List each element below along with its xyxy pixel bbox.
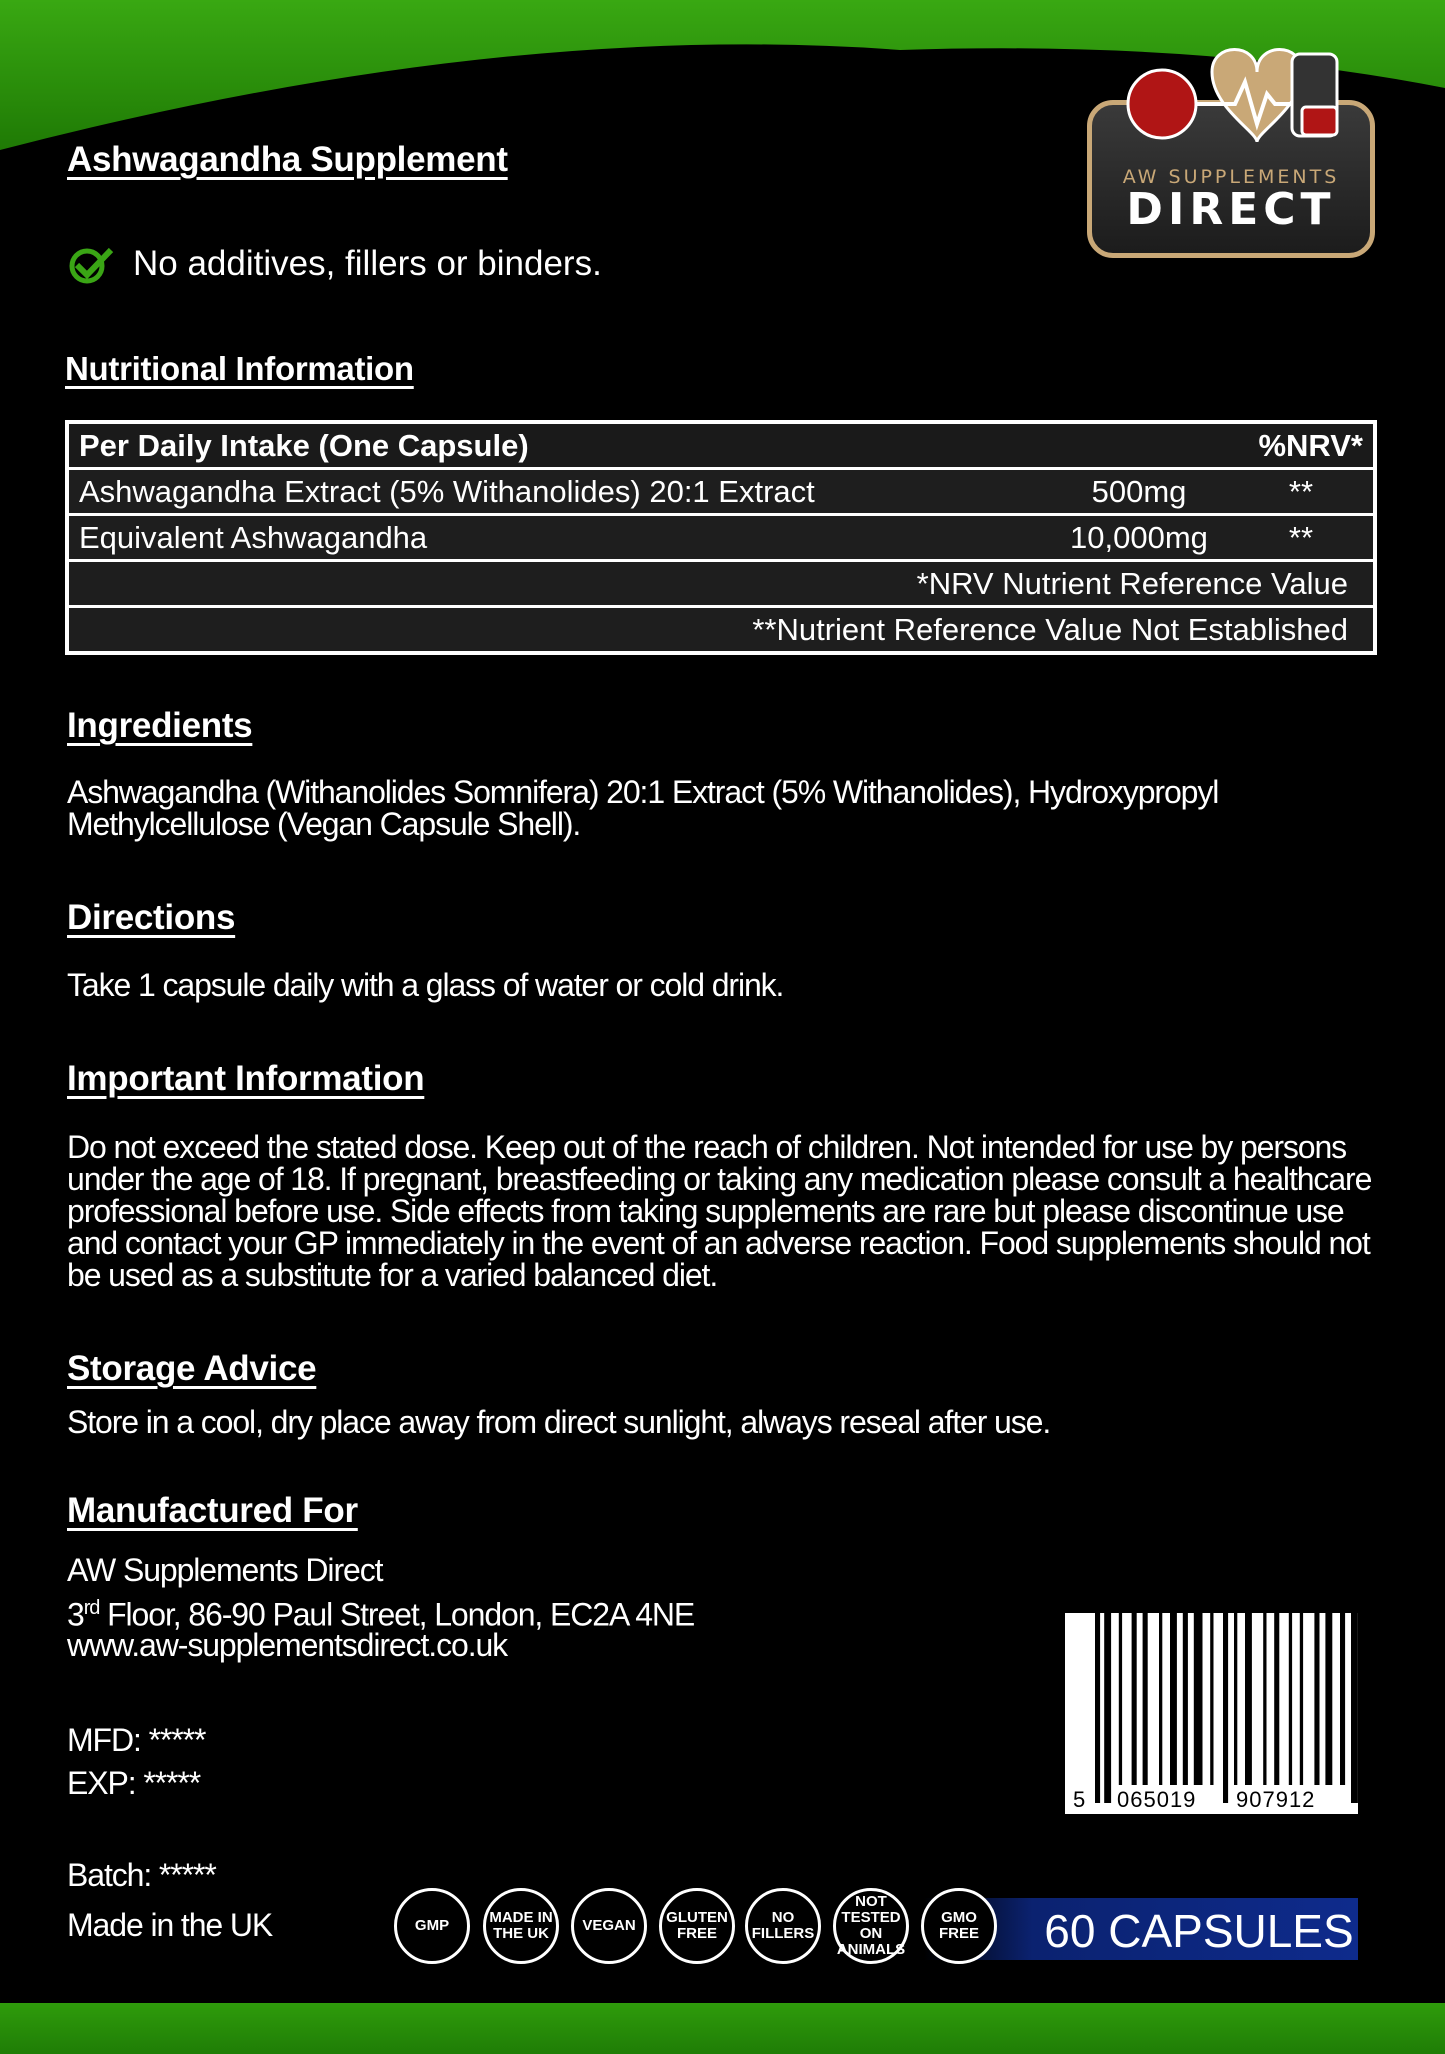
vegan-badge-icon	[571, 1888, 647, 1964]
barcode-bar	[1289, 1613, 1292, 1785]
barcode-bar	[1194, 1613, 1203, 1785]
barcode-bar	[1274, 1613, 1279, 1785]
important-heading: Important Information	[67, 1059, 425, 1098]
manufacturer-name: AW Supplements Direct	[67, 1552, 383, 1588]
badge-line1: GMO	[941, 1909, 977, 1926]
ingredients-text: Ashwagandha (Withanolides Somnifera) 20:1 Extract (5% Withanolides), Hydroxypropyl Methylcellulose (Vegan Capsule Shell).	[67, 774, 1219, 842]
row-nrv: **	[1288, 519, 1314, 555]
barcode-bar	[1245, 1613, 1252, 1785]
logo-icons	[1117, 32, 1347, 152]
claim-text: No additives, fillers or binders.	[133, 244, 602, 283]
barcode-bar	[1104, 1613, 1111, 1803]
barcode-bar	[1234, 1613, 1237, 1785]
table-row	[67, 515, 1375, 561]
badge-line2: FILLERS	[751, 1925, 815, 1942]
made-in-uk-badge-icon	[483, 1888, 559, 1964]
table-row	[67, 469, 1375, 515]
barcode-digit-1: 5	[1073, 1787, 1086, 1812]
barcode-bars	[1065, 1613, 1358, 1814]
barcode-bar	[1132, 1613, 1137, 1785]
claim	[67, 244, 602, 284]
bottom-green-bar	[0, 2003, 1445, 2054]
important-text: Do not exceed the stated dose. Keep out of the reach of children. Not intended for use by persons under the age of 18. If pregnant, breastfeeding or taking any medication please consult a healthcare professional before use. Side effects from taking supplements are rare but please discontinue use and contact your GP immediately in the event of an adverse reaction. Food supplements should not be used as a substitute for a varied balanced diet.	[67, 1129, 1372, 1293]
exp-code: EXP: *****	[67, 1765, 201, 1801]
badge-line1: MADE IN	[489, 1909, 553, 1926]
badge-line1: VEGAN	[582, 1917, 636, 1934]
badge-line2: FREE	[676, 1925, 717, 1942]
badge-line1: GMP	[414, 1917, 450, 1934]
barcode	[1065, 1613, 1358, 1814]
barcode-bar	[1314, 1613, 1319, 1785]
barcode-bar	[1095, 1613, 1100, 1803]
mfd-code: MFD: *****	[67, 1722, 206, 1758]
gmp-badge-icon	[394, 1888, 470, 1964]
storage-text: Store in a cool, dry place away from direct sunlight, always reseal after use.	[67, 1404, 1051, 1440]
header-label: Per Daily Intake (One Capsule)	[79, 427, 529, 463]
barcode-bar	[1170, 1613, 1177, 1785]
badge-line2: ON ANIMALS	[836, 1925, 906, 1958]
ingredients-heading: Ingredients	[67, 706, 253, 745]
gmo-free-badge-icon	[921, 1888, 997, 1964]
row-amount: 500mg	[1091, 473, 1187, 509]
barcode-bar	[1325, 1613, 1332, 1785]
row-amount: 10,000mg	[1070, 519, 1208, 555]
badge-line1: NO	[771, 1909, 795, 1926]
manufacturer-address	[67, 1592, 694, 1631]
barcode-bar	[1263, 1613, 1266, 1785]
address-sup: rd	[83, 1597, 100, 1619]
footnote-row: **Nutrient Reference Value Not Established	[67, 607, 1375, 654]
brand-logo	[1087, 100, 1375, 258]
barcode-bar	[1119, 1613, 1122, 1785]
checkmark-icon	[67, 244, 115, 284]
barcode-bar	[1351, 1613, 1358, 1803]
barcode-bar	[1143, 1613, 1148, 1785]
barcode-bar	[1159, 1613, 1162, 1785]
address-num: 3	[67, 1596, 84, 1633]
logo-line1: AW SUPPLEMENTS	[1122, 166, 1340, 188]
nutrition-table	[65, 420, 1377, 655]
barcode-digits-2: 065019	[1117, 1787, 1197, 1812]
storage-heading: Storage Advice	[67, 1349, 317, 1388]
address-rest: Floor, 86-90 Paul Street, London, EC2A 4NE	[99, 1596, 695, 1633]
barcode-digits-3: 907912	[1236, 1787, 1316, 1812]
barcode-bar	[1340, 1613, 1345, 1785]
no-fillers-badge-icon	[745, 1888, 821, 1964]
directions-text: Take 1 capsule daily with a glass of water or cold drink.	[67, 967, 784, 1003]
logo-line2: DIRECT	[1126, 184, 1336, 235]
capsule-count: 60 CAPSULES	[1044, 1905, 1354, 1957]
barcode-bar	[1210, 1613, 1213, 1785]
directions-heading: Directions	[67, 898, 236, 937]
nutrition-heading: Nutritional Information	[65, 350, 414, 387]
badge-line2: FREE	[938, 1925, 979, 1942]
row-nrv: **	[1288, 473, 1314, 509]
footnote-row: *NRV Nutrient Reference Value	[67, 561, 1375, 607]
badge-line1: NOT TESTED	[841, 1893, 901, 1926]
product-title: Ashwagandha Supplement	[67, 140, 508, 179]
not-tested-on-animals-badge-icon	[833, 1888, 909, 1964]
row-name: Equivalent Ashwagandha	[79, 519, 428, 555]
badge-line1: GLUTEN	[666, 1909, 728, 1926]
barcode-bar	[1223, 1613, 1228, 1803]
header-nrv: %NRV*	[1258, 427, 1363, 463]
manufacturer-website: www.aw-supplementsdirect.co.uk	[67, 1627, 508, 1663]
row-name: Ashwagandha Extract (5% Withanolides) 20:1 Extract	[79, 473, 815, 509]
barcode-bar	[1300, 1613, 1303, 1785]
badge-line2: THE UK	[493, 1925, 549, 1942]
gluten-free-badge-icon	[659, 1888, 735, 1964]
manufacturer-heading: Manufactured For	[67, 1491, 358, 1530]
barcode-bar	[1183, 1613, 1188, 1785]
batch-code: Batch: *****	[67, 1857, 216, 1893]
table-header-row	[67, 422, 1375, 469]
origin: Made in the UK	[67, 1907, 273, 1943]
